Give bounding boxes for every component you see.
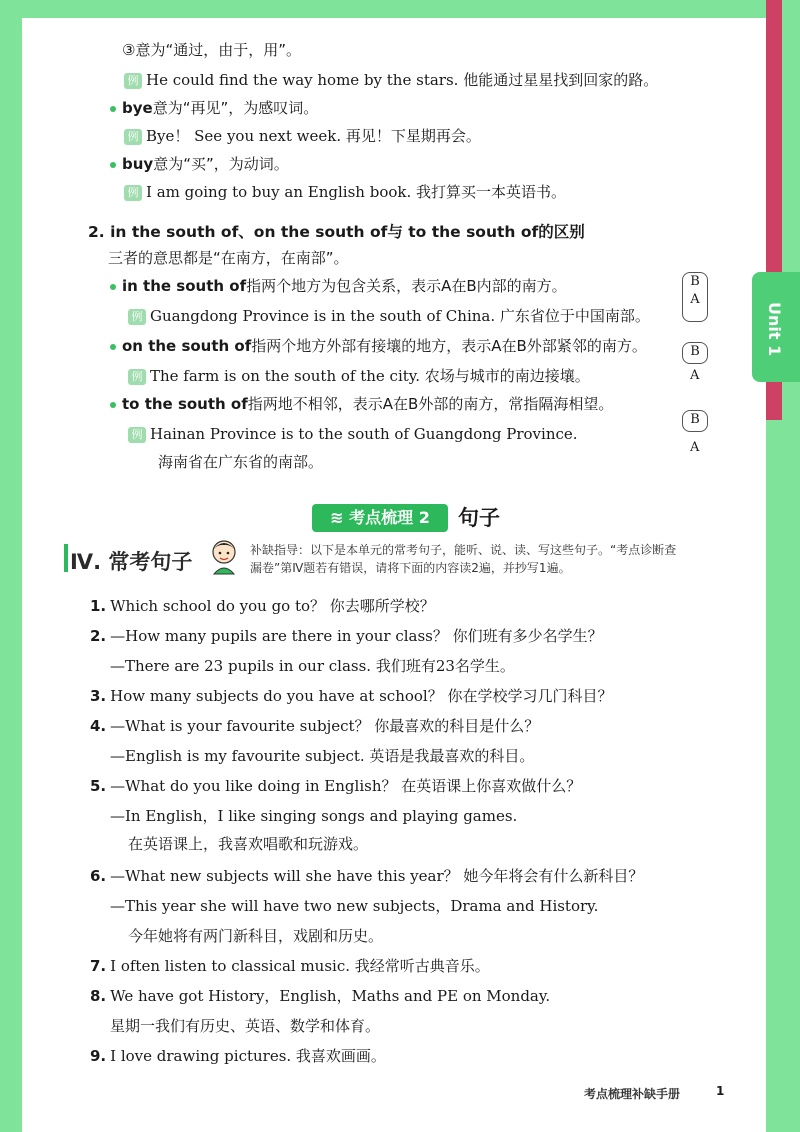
sentence-1 (90, 596, 435, 616)
sentence-9 (90, 1046, 386, 1066)
buy-desc: 意为“买”，为动词。 (153, 155, 289, 173)
footer-title: 考点梳理补缺手册 (584, 1087, 681, 1101)
guidance-note-line-1: 补缺指导：以下是本单元的常考句子，能听、说、读、写这些句子。“考点诊断查 (250, 543, 677, 557)
diagram-a-label: A (690, 368, 700, 383)
bullet-dot (110, 284, 116, 290)
bye-word: bye (122, 99, 153, 117)
example-badge: 例 (128, 309, 146, 325)
example-5-text: The farm is on the south of the city. 农场与城市的南边接壤。 (150, 367, 590, 385)
example-6-cn: 海南省在广东省的南部。 (158, 453, 324, 471)
sentence-6-reply-cn: 今年她将有两门新科目，戏剧和历史。 (128, 927, 384, 945)
section-title: 句子 (458, 506, 500, 530)
sentence-number: 2. (90, 627, 107, 645)
sentence-number: 3. (90, 687, 107, 705)
sentence-text: I often listen to classical music. 我经常听古典音乐。 (110, 957, 490, 975)
example-6-text: Hainan Province is to the south of Guangdong Province. (150, 425, 578, 443)
on-entry (122, 336, 647, 356)
sentence-2 (90, 626, 603, 646)
meaning-3: ③意为“通过，由于，用”。 (122, 41, 301, 59)
example-badge: 例 (124, 73, 142, 89)
sentence-text: How many subjects do you have at school？ 你在学校学习几门科目？ (110, 687, 613, 705)
example-1 (124, 70, 658, 90)
example-5 (128, 366, 590, 386)
example-badge: 例 (128, 427, 146, 443)
page-number: 1 (716, 1084, 725, 1098)
diagram-to-south (682, 410, 708, 432)
sentence-number: 5. (90, 777, 107, 795)
diagram-b-label: B (690, 344, 700, 359)
sentence-text: I love drawing pictures. 我喜欢画画。 (110, 1047, 386, 1065)
example-3 (124, 182, 566, 202)
in-entry (122, 276, 567, 296)
top-border (0, 0, 800, 18)
diagram-a-label: A (690, 440, 700, 455)
sentence-text: —What new subjects will she have this year？ 她今年将会有什么新科目？ (110, 867, 644, 885)
example-3-text: I am going to buy an English book. 我打算买一本英语书。 (146, 183, 567, 201)
in-word: in the south of (122, 277, 247, 295)
bye-entry (122, 98, 318, 118)
unit-tab (752, 272, 800, 382)
sentence-5 (90, 776, 581, 796)
sentence-text: We have got History，English，Maths and PE on Monday. (110, 987, 551, 1005)
to-desc: 指两地不相邻，表示A在B外部的南方，常指隔海相望。 (247, 395, 614, 413)
bullet-dot (110, 106, 116, 112)
to-word: to the south of (122, 395, 248, 413)
sentence-number: 1. (90, 597, 107, 615)
bye-desc: 意为“再见”，为感叹词。 (152, 99, 319, 117)
sentence-2-reply: —There are 23 pupils in our class. 我们班有23名学生。 (110, 657, 515, 675)
diagram-b-label: B (690, 274, 700, 289)
buy-word: buy (122, 155, 154, 173)
sentence-text: —What is your favourite subject？ 你最喜欢的科目是什么？ (110, 717, 540, 735)
on-desc: 指两个地方外部有接壤的地方，表示A在B外部紧邻的南方。 (251, 337, 647, 355)
example-badge: 例 (124, 185, 142, 201)
sentence-number: 4. (90, 717, 107, 735)
sentence-4-reply: —English is my favourite subject. 英语是我最喜欢的科目。 (110, 747, 535, 765)
sentence-8-cn: 星期一我们有历史、英语、数学和体育。 (110, 1017, 381, 1035)
diagram-on-south (682, 342, 708, 364)
diagram-a-label: A (690, 292, 700, 307)
sentence-text: Which school do you go to？ 你去哪所学校？ (110, 597, 435, 615)
bullet-dot (110, 344, 116, 350)
sentence-number: 8. (90, 987, 107, 1005)
example-6 (128, 424, 578, 444)
bullet-dot (110, 162, 116, 168)
heading-2-sub: 三者的意思都是“在南方，在南部”。 (108, 249, 349, 267)
common-sentences-heading: Ⅳ. 常考句子 (70, 550, 193, 574)
heading-bar (64, 544, 68, 572)
sentence-4 (90, 716, 539, 736)
to-entry (122, 394, 613, 414)
example-4 (128, 306, 650, 326)
sentence-6 (90, 866, 643, 886)
left-border (0, 0, 22, 1132)
sentence-5-reply: —In English，I like singing songs and playing games. (110, 807, 518, 825)
buy-entry (122, 154, 289, 174)
section-banner: ≋ 考点梳理 2 (312, 504, 448, 532)
example-badge: 例 (128, 369, 146, 385)
student-avatar-icon (204, 536, 244, 576)
sentence-text: —What do you like doing in English？ 在英语课上你喜欢做什么？ (110, 777, 582, 795)
example-2 (124, 126, 481, 146)
diagram-in-south (682, 272, 708, 322)
example-2-text: Bye！ See you next week. 再见！下星期再会。 (146, 127, 481, 145)
sentence-number: 9. (90, 1047, 107, 1065)
heading-2: 2. in the south of、on the south of与 to the south of的区别 (88, 223, 585, 241)
example-1-text: He could find the way home by the stars. 他能通过星星找到回家的路。 (146, 71, 659, 89)
sentence-3 (90, 686, 613, 706)
unit-tab-label: Unit 1 (765, 302, 784, 357)
bullet-dot (110, 402, 116, 408)
sentence-number: 6. (90, 867, 107, 885)
example-badge: 例 (124, 129, 142, 145)
sentence-5-reply-cn: 在英语课上，我喜欢唱歌和玩游戏。 (128, 835, 369, 853)
in-desc: 指两个地方为包含关系，表示A在B内部的南方。 (246, 277, 567, 295)
sentence-number: 7. (90, 957, 107, 975)
sentence-7 (90, 956, 490, 976)
guidance-note-line-2: 漏卷”第Ⅳ题若有错误，请将下面的内容读2遍，并抄写1遍。 (250, 561, 571, 575)
diagram-b-label: B (690, 412, 700, 427)
on-word: on the south of (122, 337, 252, 355)
sentence-6-reply: —This year she will have two new subjects，Drama and History. (110, 897, 599, 915)
sentence-8 (90, 986, 550, 1006)
example-4-text: Guangdong Province is in the south of China. 广东省位于中国南部。 (150, 307, 650, 325)
sentence-text: —How many pupils are there in your class？ 你们班有多少名学生？ (110, 627, 603, 645)
